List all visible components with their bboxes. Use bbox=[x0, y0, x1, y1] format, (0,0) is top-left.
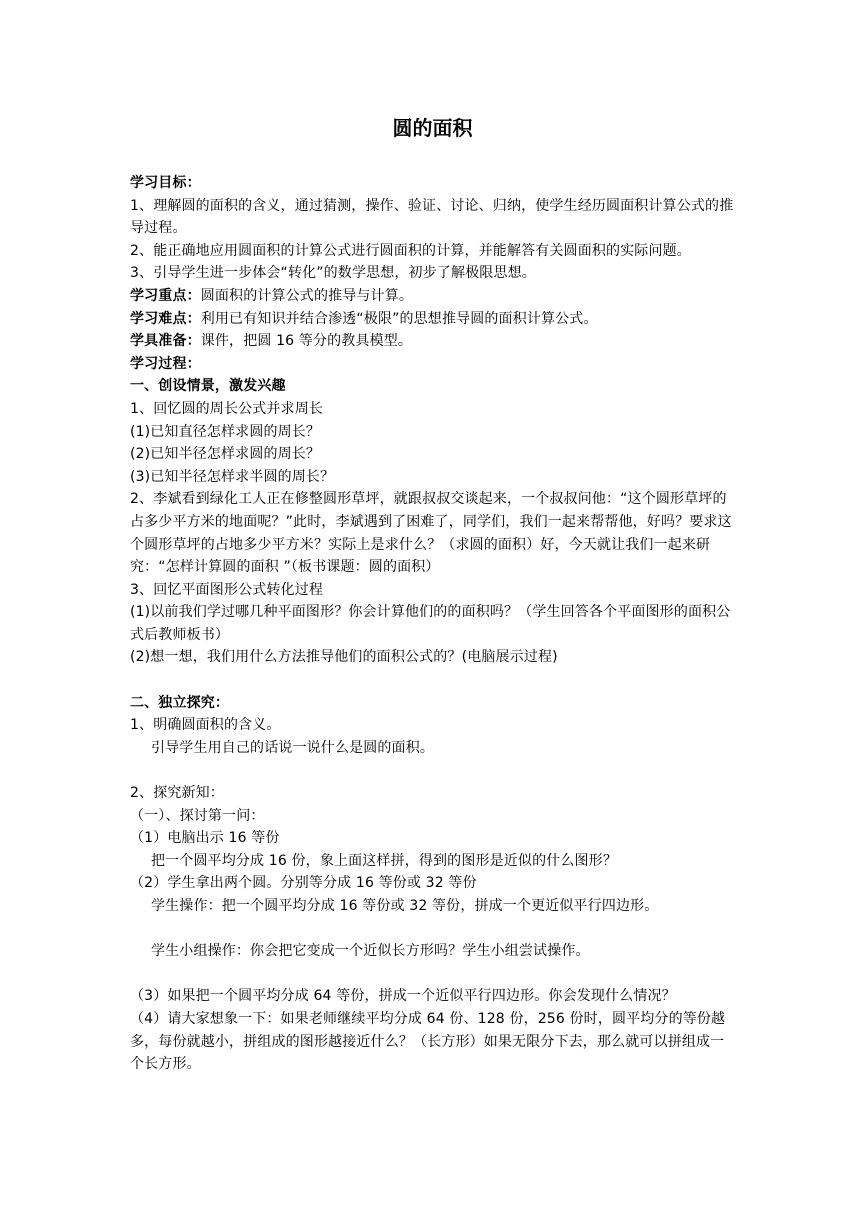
question: (1)已知直径怎样求圆的周长？ bbox=[130, 423, 321, 440]
section2-item: 2、探究新知： bbox=[130, 785, 224, 802]
key-point-label: 学习重点： bbox=[130, 287, 201, 304]
goal-item: 3、引导学生进一步体会“转化”的数学思想，初步了解极限思想。 bbox=[130, 265, 536, 282]
goal-item: 1、理解圆的面积的含义，通过猜测，操作、验证、讨论、归纳，使学生经历圆面积计算公式的推导过程。 bbox=[130, 197, 734, 237]
section1-item: 2、李斌看到绿化工人正在修整圆形草坪，就跟叔叔交谈起来，一个叔叔问他：“这个圆形草坪的占多少平方米的地面呢？”此时，李斌遇到了困难了，同学们，我们一起来帮帮他，好吗？要求这个圆形草坪的占地多少平方米？实际上是求什么？（求圆的面积）好，今天就让我们一起来研究：“怎样计算圆的面积 ”（板书课题：圆的面积） bbox=[130, 491, 732, 576]
section1-heading: 一、创设情景，激发兴趣 bbox=[130, 378, 286, 395]
question: (3)已知半径怎样求半圆的周长？ bbox=[130, 468, 335, 485]
indented-paragraph: 引导学生用自己的话说一说什么是圆的面积。 bbox=[151, 739, 434, 756]
materials-label: 学具准备： bbox=[130, 333, 201, 350]
blank-line bbox=[130, 963, 735, 986]
section2-item: 1、明确圆面积的含义。 bbox=[130, 717, 281, 734]
indented-paragraph: 学生操作：把一个圆平均分成 16 等份或 32 等份，拼成一个更近似平行四边形。 bbox=[151, 898, 659, 914]
question: (2)想一想，我们用什么方法推导他们的面积公式的？(电脑展示过程) bbox=[130, 649, 558, 666]
process-heading: 学习过程： bbox=[130, 355, 201, 372]
blank-line bbox=[130, 918, 735, 941]
sub-heading: （一）、探讨第一问： bbox=[130, 807, 265, 824]
key-point-text: 圆面积的计算公式的推导与计算。 bbox=[200, 287, 413, 304]
question: (1)以前我们学过哪几种平面图形？你会计算他们的的面积吗？（学生回答各个平面图形的面积公式后教师板书） bbox=[130, 604, 731, 643]
step-item: （3）如果把一个圆平均分成 64 等份，拼成一个近似平行四边形。你会发现什么情况？ bbox=[130, 988, 676, 1005]
section1-item: 3、回忆平面图形公式转化过程 bbox=[130, 581, 324, 598]
blank-line bbox=[130, 669, 735, 692]
goal-item: 2、能正确地应用圆面积的计算公式进行圆面积的计算，并能解答有关圆面积的实际问题。 bbox=[130, 242, 691, 259]
difficulty-text: 利用已有知识并结合渗透“极限”的思想推导圆的面积计算公式。 bbox=[200, 310, 598, 327]
difficulty-label: 学习难点： bbox=[130, 310, 201, 327]
materials-text: 课件，把圆 16 等分的教具模型。 bbox=[200, 333, 413, 350]
difficulty-line bbox=[130, 308, 735, 331]
step-item: （2）学生拿出两个圆。分别等分成 16 等份或 32 等份 bbox=[130, 875, 477, 892]
indented-paragraph: 学生小组操作：你会把它变成一个近似长方形吗？学生小组尝试操作。 bbox=[151, 943, 590, 960]
key-point-line bbox=[130, 285, 735, 308]
blank-line bbox=[130, 759, 735, 782]
document-title: 圆的面积 bbox=[392, 116, 473, 140]
document-body bbox=[130, 172, 735, 1076]
step-item: （1）电脑出示 16 等份 bbox=[130, 830, 280, 847]
materials-line bbox=[130, 330, 735, 353]
section2-heading: 二、独立探究： bbox=[130, 694, 230, 711]
goals-heading: 学习目标： bbox=[130, 175, 201, 191]
section1-item: 1、回忆圆的周长公式并求周长 bbox=[130, 400, 324, 417]
indented-paragraph: 把一个圆平均分成 16 份，象上面这样拼，得到的图形是近似的什么图形？ bbox=[151, 852, 617, 869]
step-item: （4）请大家想象一下：如果老师继续平均分成 64 份、128 份，256 份时，圆平均分的等份越多，每份就越小，拼组成的图形越接近什么？（长方形）如果无限分下去，那么就可以拼组成一个长方形。 bbox=[130, 1010, 726, 1073]
question: (2)已知半径怎样求圆的周长？ bbox=[130, 446, 321, 463]
